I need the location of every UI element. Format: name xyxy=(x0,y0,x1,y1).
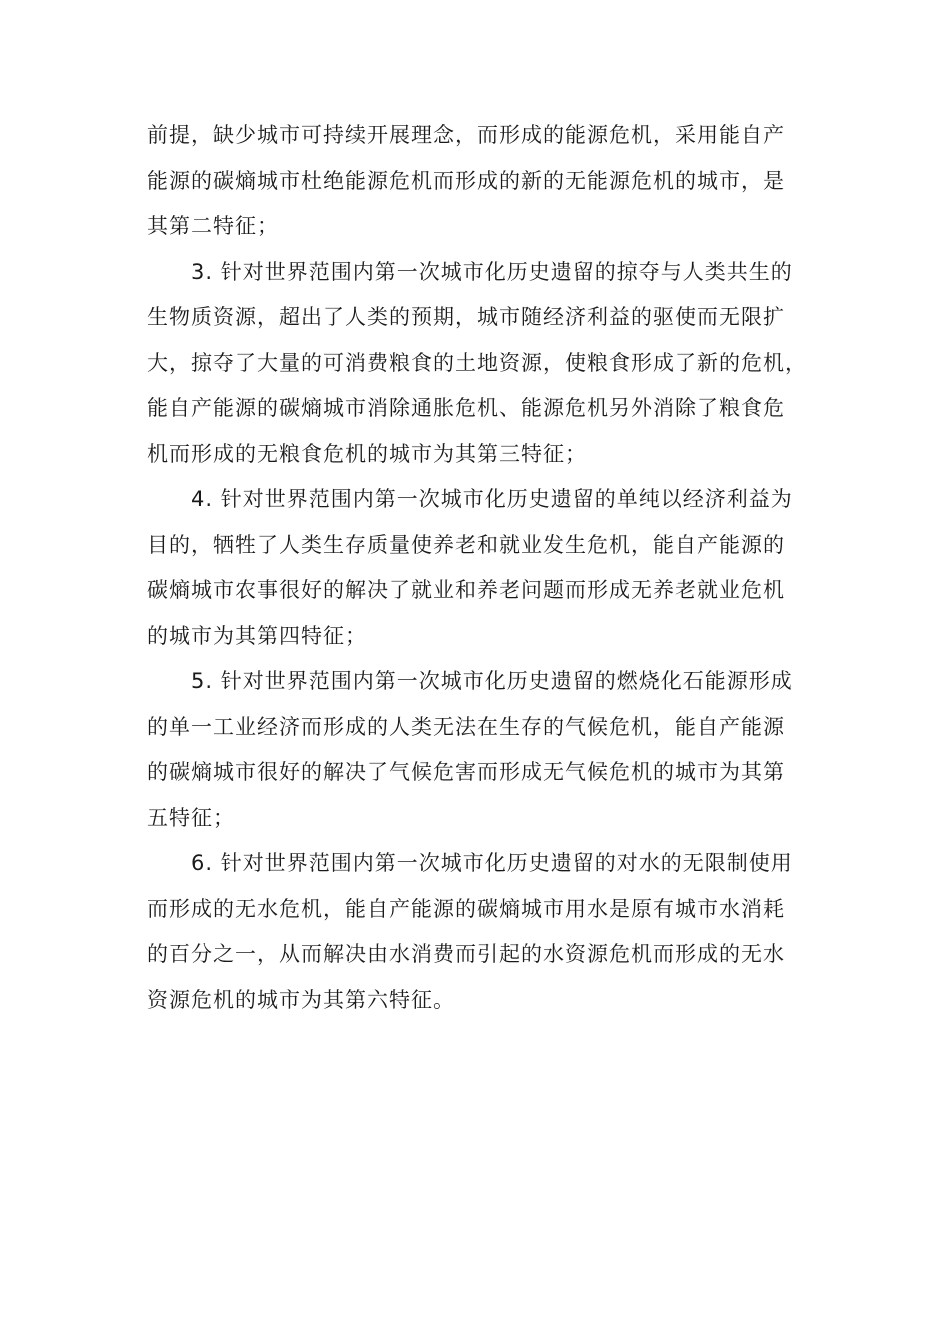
text-line: 其第二特征； xyxy=(147,214,279,238)
text-line: 的碳熵城市很好的解决了气候危害而形成无气候危机的城市为其第 xyxy=(147,760,785,784)
text-line: 6. 针对世界范围内第一次城市化历史遗留的对水的无限制使用 xyxy=(147,851,793,875)
text-line: 机而形成的无粮食危机的城市为其第三特征； xyxy=(147,441,587,466)
text-line: 5. 针对世界范围内第一次城市化历史遗留的燃烧化石能源形成 xyxy=(147,669,793,693)
text-line: 4. 针对世界范围内第一次城市化历史遗留的单纯以经济利益为 xyxy=(147,487,793,511)
text-line: 的百分之一，从而解决由水消费而引起的水资源危机而形成的无水 xyxy=(147,942,785,966)
text-line: 而形成的无水危机，能自产能源的碳熵城市用水是原有城市水消耗 xyxy=(147,896,785,921)
text-line: 前提，缺少城市可持续开展理念，而形成的能源危机，采用能自产 xyxy=(147,123,785,147)
text-line: 的单一工业经济而形成的人类无法在生存的气候危机，能自产能源 xyxy=(147,714,785,739)
text-line: 五特征； xyxy=(147,805,235,830)
text-line: 碳熵城市农事很好的解决了就业和养老问题而形成无养老就业危机 xyxy=(147,578,785,602)
text-line: 3. 针对世界范围内第一次城市化历史遗留的掠夺与人类共生的 xyxy=(147,259,793,284)
text-line: 大，掠夺了大量的可消费粮食的土地资源，使粮食形成了新的危机， xyxy=(147,350,807,375)
text-line: 生物质资源，超出了人类的预期，城市随经济利益的驱使而无限扩 xyxy=(147,305,785,329)
text-line: 目的，牺牲了人类生存质量使养老和就业发生危机，能自产能源的 xyxy=(147,532,785,557)
text-line: 能源的碳熵城市杜绝能源危机而形成的新的无能源危机的城市，是 xyxy=(147,168,785,193)
text-line: 资源危机的城市为其第六特征。 xyxy=(147,987,455,1012)
body-text xyxy=(147,113,827,1023)
text-line: 能自产能源的碳熵城市消除通胀危机、能源危机另外消除了粮食危 xyxy=(147,396,785,420)
text-line: 的城市为其第四特征； xyxy=(147,623,367,648)
